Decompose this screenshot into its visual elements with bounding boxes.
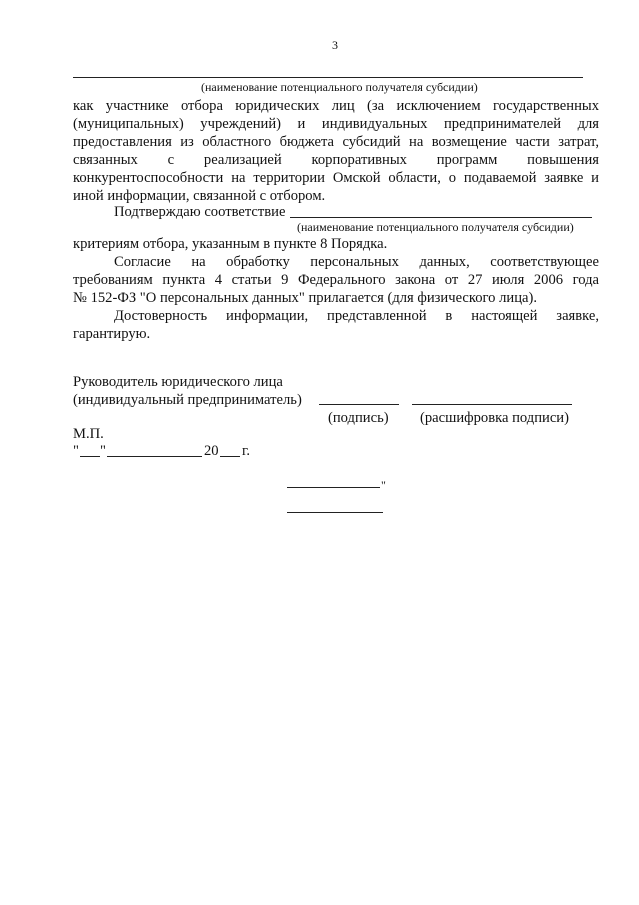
- para3-line-2: гарантирую.: [73, 326, 151, 342]
- date-year-suffix: г.: [242, 443, 250, 459]
- caption-signature: (подпись): [328, 410, 389, 426]
- para2-line-1: Согласие на обработку персональных данных, соответствующее: [114, 254, 599, 270]
- caption-recipient-name: (наименование потенциального получателя субсидии): [201, 80, 478, 94]
- para1-line-1: как участнике отбора юридических лиц (за исключением государственных: [73, 98, 599, 114]
- signer-line-1: Руководитель юридического лица: [73, 374, 283, 390]
- para1-line-4: связанных с реализацией корпоративных программ повышения: [73, 152, 599, 168]
- stamp-label: М.П.: [73, 426, 104, 442]
- criteria-line: критериям отбора, указанным в пункте 8 Порядка.: [73, 236, 388, 252]
- decoding-underline: [412, 404, 572, 405]
- caption-decoding: (расшифровка подписи): [420, 410, 569, 426]
- date-day-underline: [80, 456, 100, 457]
- signature-underline: [319, 404, 399, 405]
- date-month-underline: [107, 456, 202, 457]
- para1-line-5: конкурентоспособности на территории Омской области, о подаваемой заявке и: [73, 170, 599, 186]
- closing-quote-mark: ": [381, 478, 386, 492]
- caption-recipient-name-2: (наименование потенциального получателя субсидии): [297, 220, 574, 234]
- para2-line-3: № 152-ФЗ "О персональных данных" прилагается (для физического лица).: [73, 290, 537, 306]
- date-year-underline: [220, 456, 240, 457]
- para1-line-6: иной информации, связанной с отбором.: [73, 188, 326, 204]
- date-year-prefix: 20: [204, 443, 219, 459]
- para2-line-2: требованиям пункта 4 статьи 9 Федерального закона от 27 июля 2006 года: [73, 272, 599, 288]
- closing-separator-1: [287, 487, 380, 488]
- closing-separator-2: [287, 512, 383, 513]
- page-number: 3: [332, 38, 338, 52]
- para3-line-1: Достоверность информации, представленной в настоящей заявке,: [114, 308, 599, 324]
- date-open-quote: ": [73, 443, 79, 459]
- recipient-name-underline: [73, 77, 583, 78]
- para1-line-3: предоставления из областного бюджета субсидий на возмещение части затрат,: [73, 134, 599, 150]
- signer-line-2: (индивидуальный предприниматель): [73, 392, 302, 408]
- para1-line-2: (муниципальных) учреждений) и индивидуальных предпринимателей для: [73, 116, 599, 132]
- confirm-underline: [290, 217, 592, 218]
- confirm-label: Подтверждаю соответствие: [114, 204, 286, 220]
- date-close-quote: ": [100, 443, 106, 459]
